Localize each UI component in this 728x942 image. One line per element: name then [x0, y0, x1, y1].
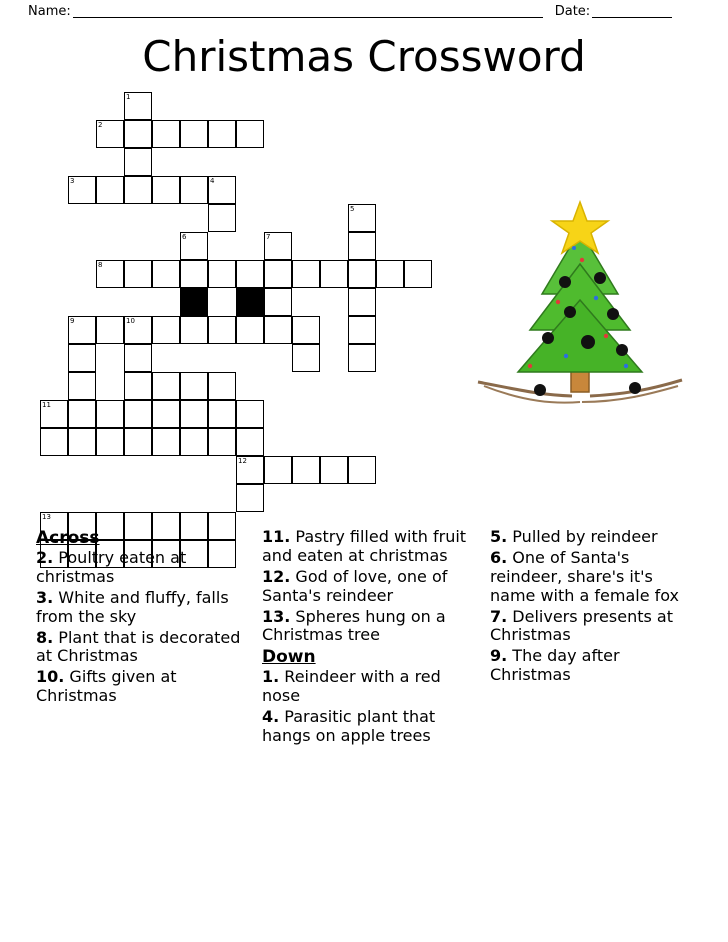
crossword-cell[interactable]: [68, 428, 96, 456]
down-heading: Down: [262, 647, 316, 668]
clue-item: [490, 528, 702, 547]
name-write-line[interactable]: [73, 5, 543, 18]
crossword-cell[interactable]: [40, 428, 68, 456]
date-write-line[interactable]: [592, 5, 672, 18]
clue-item: [262, 608, 474, 646]
crossword-cell[interactable]: [68, 176, 96, 204]
clue-text: Delivers presents at Christmas: [490, 606, 673, 645]
crossword-cell[interactable]: [124, 316, 152, 344]
crossword-cell[interactable]: [208, 428, 236, 456]
crossword-cell[interactable]: [180, 316, 208, 344]
crossword-cell[interactable]: [236, 484, 264, 512]
crossword-cell[interactable]: [264, 316, 292, 344]
clue-item: [490, 608, 702, 646]
crossword-cell[interactable]: [236, 316, 264, 344]
clue-item: [262, 668, 474, 706]
crossword-cell[interactable]: [96, 316, 124, 344]
crossword-cell[interactable]: [208, 372, 236, 400]
clue-text: Reindeer with a red nose: [262, 667, 441, 706]
crossword-cell[interactable]: [152, 316, 180, 344]
crossword-cell[interactable]: [124, 428, 152, 456]
clue-text: The day after Christmas: [490, 646, 620, 685]
crossword-cell[interactable]: [180, 176, 208, 204]
clue-text: Plant that is decorated at Christmas: [36, 627, 241, 666]
crossword-cell[interactable]: [236, 428, 264, 456]
cell-number: 7: [266, 233, 271, 241]
clue-number: 6.: [490, 547, 508, 567]
crossword-cell[interactable]: [152, 400, 180, 428]
crossword-cell[interactable]: [348, 260, 376, 288]
crossword-cell[interactable]: [96, 260, 124, 288]
crossword-cell[interactable]: [208, 204, 236, 232]
crossword-cell[interactable]: [208, 260, 236, 288]
across-heading: Across: [36, 528, 100, 548]
crossword-cell[interactable]: [152, 372, 180, 400]
cell-number: 4: [210, 177, 215, 185]
crossword-cell[interactable]: [348, 456, 376, 484]
cell-number: 11: [42, 401, 51, 409]
crossword-cell[interactable]: [236, 120, 264, 148]
crossword-cell[interactable]: [208, 316, 236, 344]
clue-number: 10.: [36, 667, 65, 687]
clue-item: [36, 549, 246, 587]
cell-number: 8: [98, 261, 103, 269]
crossword-cell[interactable]: [180, 120, 208, 148]
clue-number: 9.: [490, 646, 508, 666]
crossword-cell[interactable]: [208, 400, 236, 428]
cell-number: 5: [350, 205, 355, 213]
crossword-cell[interactable]: [68, 344, 96, 372]
crossword-cell[interactable]: [348, 204, 376, 232]
crossword-cell[interactable]: [180, 372, 208, 400]
crossword-cell[interactable]: [124, 400, 152, 428]
clue-text: Poultry eaten at christmas: [36, 548, 187, 586]
crossword-block: [180, 288, 208, 316]
clue-item: [36, 589, 246, 627]
clue-item: [262, 528, 474, 566]
clue-text: Spheres hung on a Christmas tree: [262, 606, 446, 645]
clue-text: Gifts given at Christmas: [36, 667, 177, 706]
date-label: Date:: [554, 3, 591, 19]
crossword-cell[interactable]: [124, 344, 152, 372]
clues-section: [36, 528, 704, 748]
crossword-cell[interactable]: [376, 260, 404, 288]
crossword-cell[interactable]: [348, 344, 376, 372]
clue-number: 13.: [262, 606, 291, 626]
crossword-cell[interactable]: [292, 316, 320, 344]
crossword-cell[interactable]: [264, 260, 292, 288]
crossword-cell[interactable]: [292, 456, 320, 484]
crossword-cell[interactable]: [292, 344, 320, 372]
cell-number: 1: [126, 93, 131, 101]
clue-text: God of love, one of Santa's reindeer: [262, 566, 448, 605]
crossword-cell[interactable]: [348, 316, 376, 344]
crossword-cell[interactable]: [208, 120, 236, 148]
crossword-cell[interactable]: [348, 288, 376, 316]
clue-number: 2.: [36, 548, 54, 568]
clue-text: Pastry filled with fruit and eaten at christmas: [262, 527, 467, 565]
crossword-cell[interactable]: [124, 260, 152, 288]
cell-number: 13: [42, 513, 51, 521]
crossword-cell[interactable]: [124, 372, 152, 400]
crossword-cell[interactable]: [180, 400, 208, 428]
crossword-cell[interactable]: [180, 232, 208, 260]
crossword-cell[interactable]: [68, 316, 96, 344]
crossword-grid[interactable]: [40, 92, 440, 521]
clue-item: [36, 668, 246, 706]
crossword-cell[interactable]: [96, 120, 124, 148]
clue-number: 5.: [490, 527, 508, 546]
clue-number: 4.: [262, 707, 280, 727]
clue-number: 11.: [262, 527, 291, 546]
crossword-cell[interactable]: [124, 176, 152, 204]
crossword-cell[interactable]: [236, 400, 264, 428]
name-label: Name:: [28, 3, 71, 19]
cell-number: 12: [238, 457, 247, 465]
clue-column-1: [36, 528, 246, 748]
crossword-cell[interactable]: [68, 372, 96, 400]
crossword-cell[interactable]: [152, 260, 180, 288]
cell-number: 10: [126, 317, 135, 325]
clue-number: 3.: [36, 587, 54, 607]
crossword-block: [236, 288, 264, 316]
clue-item: [262, 708, 474, 746]
cell-number: 6: [182, 233, 187, 241]
clue-number: 8.: [36, 627, 54, 647]
crossword-cell[interactable]: [264, 456, 292, 484]
header: [28, 0, 700, 22]
crossword-cell[interactable]: [68, 400, 96, 428]
crossword-cell[interactable]: [264, 288, 292, 316]
crossword-cell[interactable]: [96, 400, 124, 428]
cell-number: 2: [98, 121, 103, 129]
clue-text: Pulled by reindeer: [507, 527, 658, 546]
cell-number: 9: [70, 317, 75, 325]
crossword-cell[interactable]: [96, 428, 124, 456]
clue-number: 12.: [262, 566, 291, 586]
crossword-cell[interactable]: [124, 92, 152, 120]
crossword-cell[interactable]: [40, 400, 68, 428]
across-heading-wrap: [36, 528, 246, 549]
crossword-cell[interactable]: [236, 260, 264, 288]
crossword-cell[interactable]: [404, 260, 432, 288]
clue-number: 7.: [490, 606, 508, 626]
christmas-tree-illustration: [470, 190, 690, 420]
down-heading-wrap: [262, 647, 474, 668]
crossword-cell[interactable]: [96, 176, 124, 204]
clue-text: Parasitic plant that hangs on apple trees: [262, 707, 436, 745]
crossword-cell[interactable]: [152, 428, 180, 456]
clue-text: One of Santa's reindeer, share's it's name with a female fox: [490, 547, 680, 605]
clue-item: [490, 647, 702, 685]
clue-text: White and fluffy, falls from the sky: [36, 587, 229, 626]
crossword-cell[interactable]: [320, 260, 348, 288]
clue-number: 1.: [262, 667, 280, 687]
crossword-cell[interactable]: [180, 260, 208, 288]
crossword-cell[interactable]: [152, 120, 180, 148]
clue-column-2: [262, 528, 474, 748]
crossword-cell[interactable]: [348, 232, 376, 260]
clue-item: [262, 568, 474, 606]
crossword-cell[interactable]: [124, 120, 152, 148]
crossword-cell[interactable]: [292, 260, 320, 288]
crossword-cell[interactable]: [208, 176, 236, 204]
clue-item: [36, 629, 246, 667]
clue-column-3: [490, 528, 702, 748]
crossword-cell[interactable]: [320, 456, 348, 484]
clue-item: [490, 549, 702, 606]
crossword-cell[interactable]: [152, 176, 180, 204]
crossword-cell[interactable]: [180, 428, 208, 456]
crossword-cell[interactable]: [264, 232, 292, 260]
crossword-cell[interactable]: [124, 148, 152, 176]
page-title: Christmas Crossword: [142, 32, 586, 81]
cell-number: 3: [70, 177, 75, 185]
crossword-cell[interactable]: [236, 456, 264, 484]
